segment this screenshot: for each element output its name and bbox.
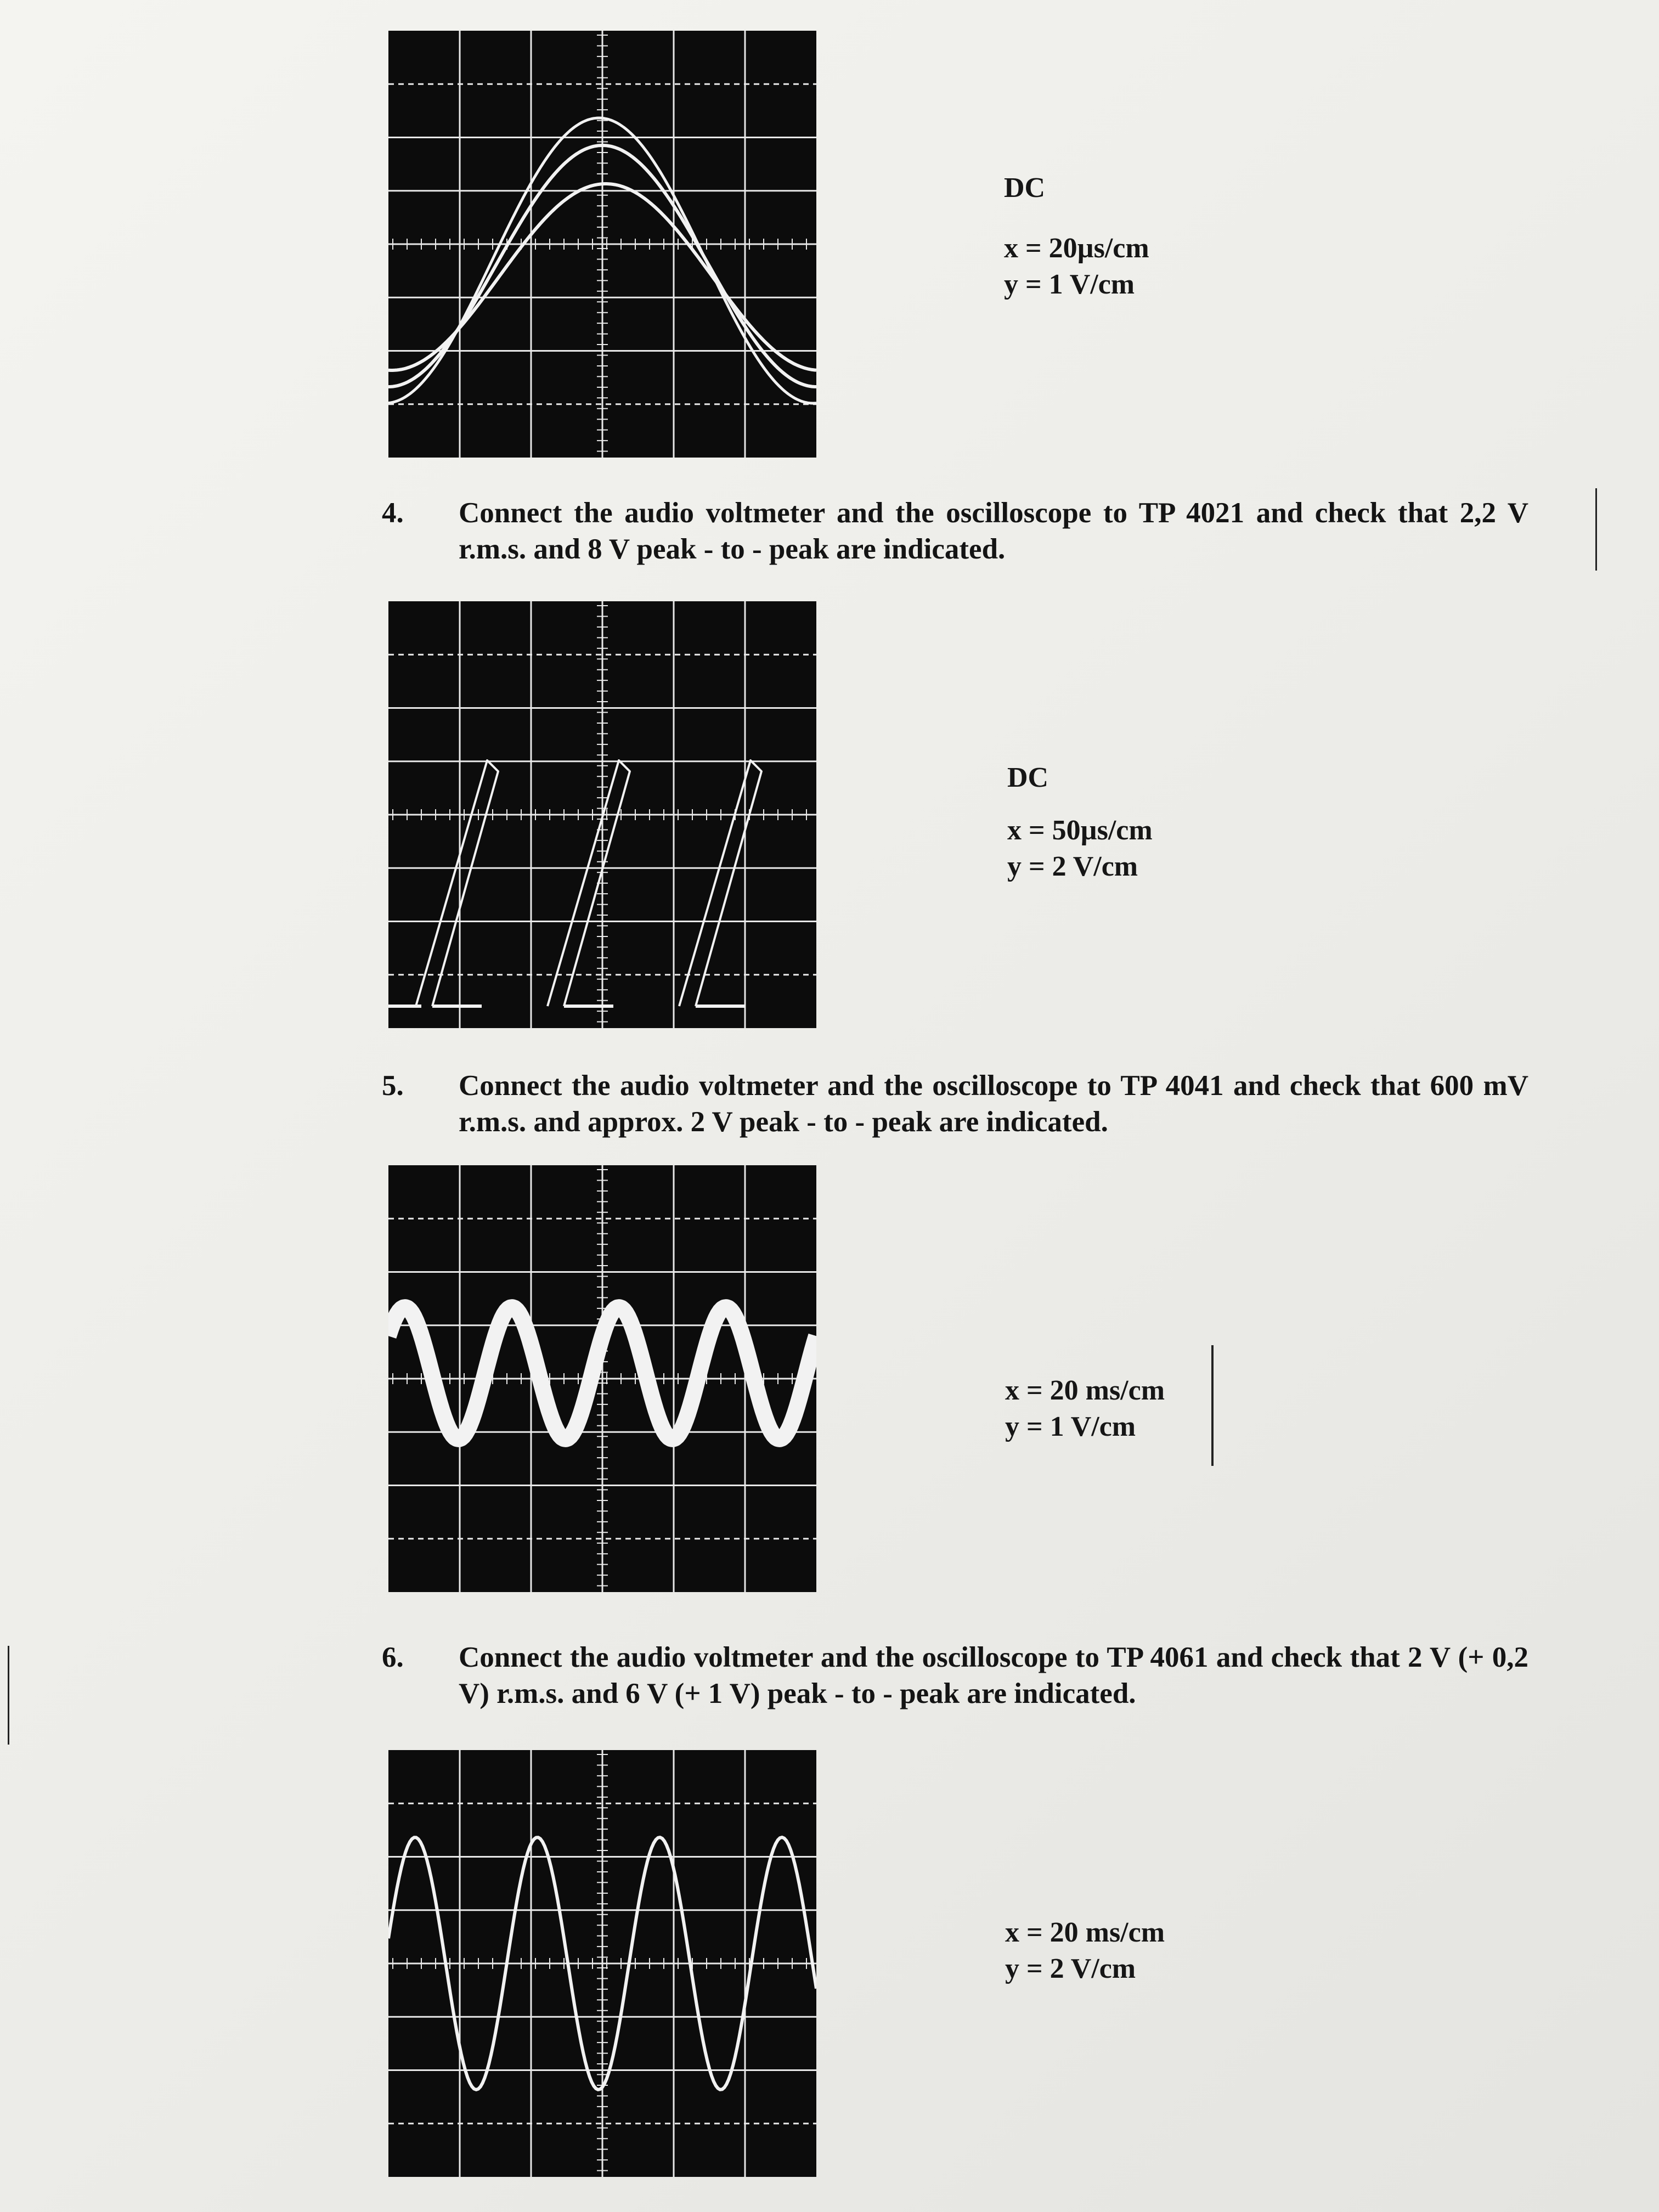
scope-3-x-setting: x = 20 ms/cm (1005, 1375, 1165, 1406)
scope-2-x-setting: x = 50µs/cm (1007, 815, 1153, 846)
trace-path (679, 760, 761, 1006)
oscilloscope-screen-4 (388, 1750, 816, 2177)
scope-1-y-setting: y = 1 V/cm (1004, 269, 1135, 300)
step-4-number: 4. (382, 497, 404, 529)
scope-2-coupling: DC (1007, 762, 1049, 793)
step-5-number: 5. (382, 1070, 404, 1102)
scope-1-grid (388, 31, 816, 458)
step-6-number: 6. (382, 1641, 404, 1673)
scope-3-svg (388, 1165, 816, 1592)
scope-1-settings (1004, 170, 1149, 303)
scope-2-settings (1007, 760, 1153, 885)
scope-1-svg (388, 31, 816, 458)
scope-1-x-setting: x = 20µs/cm (1004, 233, 1149, 264)
scope-2-y-setting: y = 2 V/cm (1007, 851, 1138, 882)
scope-2-trace (388, 760, 761, 1006)
step-4-text: Connect the audio voltmeter and the oscilloscope to TP 4021 and check that 2,2 V r.m.s. and 8 V peak - to - peak are indicated. (459, 497, 1528, 565)
oscilloscope-screen-1 (388, 31, 816, 458)
oscilloscope-screen-3 (388, 1165, 816, 1592)
scope-3-settings (1005, 1373, 1165, 1445)
margin-bar-mark (1211, 1345, 1214, 1466)
step-5-text: Connect the audio voltmeter and the oscilloscope to TP 4041 and check that 600 mV r.m.s. and approx. 2 V peak - to - peak are indicated. (459, 1070, 1528, 1138)
scope-1-coupling: DC (1004, 172, 1046, 204)
scope-4-y-setting: y = 2 V/cm (1005, 1953, 1136, 1984)
scope-4-x-setting: x = 20 ms/cm (1005, 1917, 1165, 1948)
scope-3-y-setting: y = 1 V/cm (1005, 1411, 1136, 1442)
scope-4-settings (1005, 1915, 1165, 1987)
oscilloscope-screen-2 (388, 601, 816, 1028)
trace-path (416, 760, 498, 1006)
scope-2-svg (388, 601, 816, 1028)
right-margin-mark (1595, 488, 1597, 571)
scope-4-svg (388, 1750, 816, 2177)
left-margin-mark (8, 1646, 9, 1745)
trace-path (548, 760, 630, 1006)
step-6-text: Connect the audio voltmeter and the oscilloscope to TP 4061 and check that 2 V (+ 0,2 V) r.m.s. and 6 V (+ 1 V) peak - to - peak are indicated. (459, 1641, 1528, 1709)
